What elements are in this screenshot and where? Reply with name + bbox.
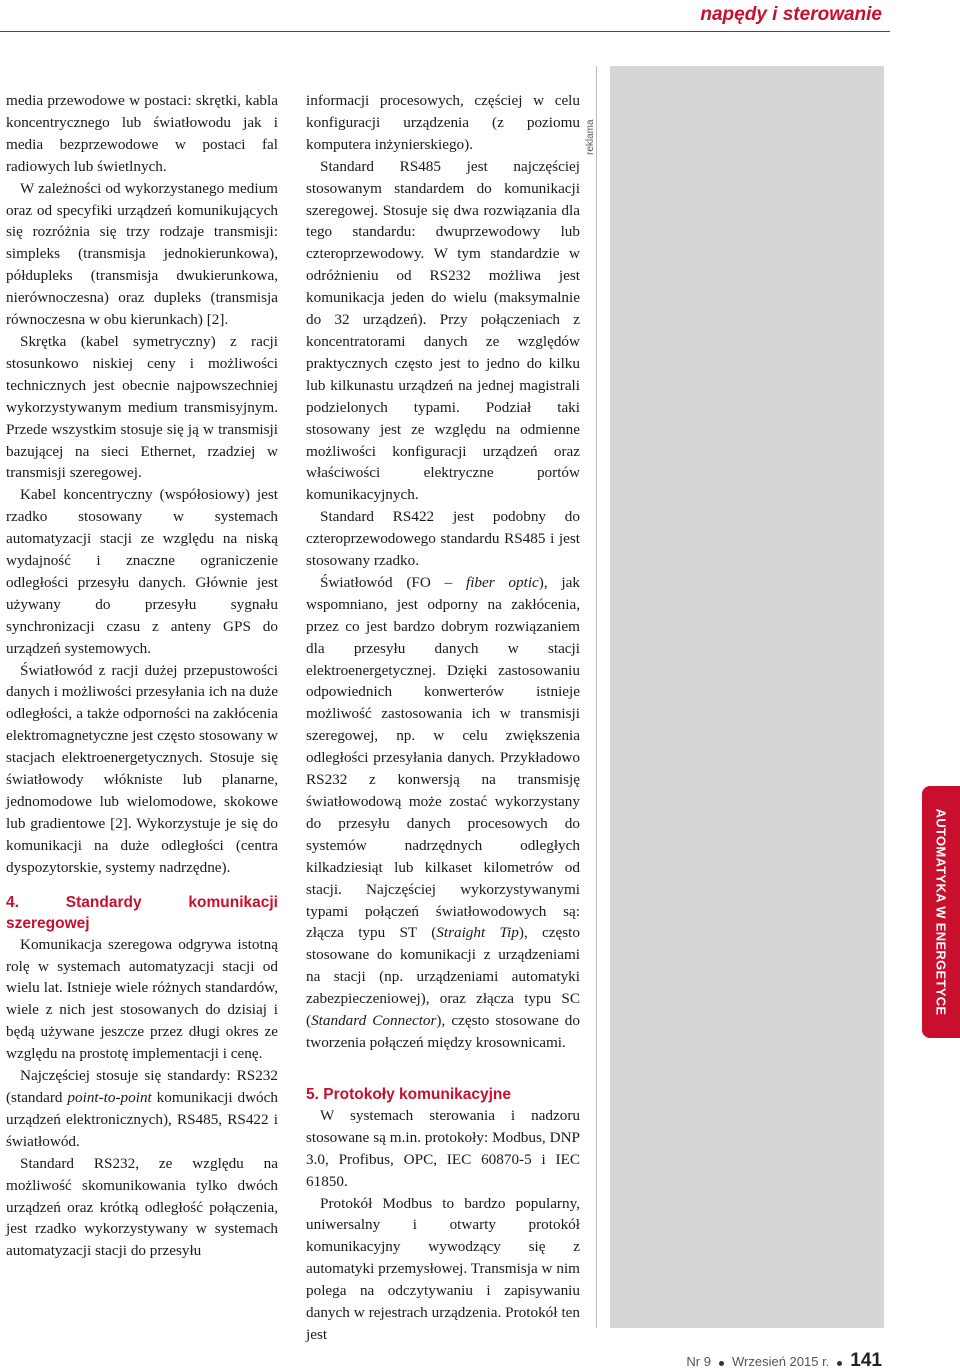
bullet-dot-icon [837, 1361, 842, 1366]
emphasis: Standard Connector [311, 1012, 437, 1030]
section-side-tab [922, 786, 960, 1038]
emphasis: point-to-point [67, 1088, 152, 1106]
side-tab-label: AUTOMATYKA W ENERGETYCE [933, 808, 949, 1016]
bullet-dot-icon [719, 1361, 724, 1366]
header-rule [0, 31, 890, 32]
emphasis: Straight Tip [436, 924, 519, 942]
article-column-left [6, 90, 278, 1262]
article-column-middle [306, 90, 580, 1346]
advertisement-placeholder [610, 66, 884, 1328]
section-title: napędy i sterowanie [700, 4, 882, 25]
issue-date: Wrzesień 2015 r. [731, 1354, 830, 1369]
text-run: ), często stosowane do komunikacji z urządzeniami na stacji (np. urządzeniami automatyki zabezpieczeniowej), oraz złącza typu SC ( [306, 924, 580, 1030]
paragraph [306, 572, 580, 1054]
text-run: komunikacji dwóch urządzeń elektronicznych), RS485, RS422 i światłowód. [6, 1088, 278, 1150]
section-heading-4: 4. Standardy komunikacji szeregowej [6, 893, 278, 932]
text-run: ), często stosowane do tworzenia połączeń między krosownicami. [306, 1012, 580, 1051]
paragraph: Standard RS422 jest podobny do czteroprzewodowego standardu RS485 i jest stosowany rzadko. [306, 508, 580, 570]
text-run: ), jak wspomniano, jest odporny na zakłócenia, przez co jest bardzo dobrym rozwiązaniem dla przesyłu danych w stacji elektroenergetycznej. Dzięki zastosowaniu odpowiednich konwerterów istnieje możliwość zastosowania ich w transmisji szeregowej, np. w celu zwiększenia odległości przesyłania danych. Przykładowo RS232 z konwersją na transmisję światłowodową może zostać wykorzystany do przesyłu danych procesowych do systemów nadrzędnych odległych kilkadziesiąt lub kilkaset kilometrów od stacji. Najczęściej wykorzystywanymi typami połączeń światłowodowych są: złącza typu ST ( [306, 573, 580, 942]
paragraph: W systemach sterowania i nadzoru stosowane są m.in. protokoły: Modbus, DNP 3.0, Profibus, OPC, IEC 60870-5 i IEC 61850. [306, 1106, 580, 1190]
paragraph: Kabel koncentryczny (współosiowy) jest rzadko stosowany w systemach automatyzacji stacji ze względu na niską wydajność i znaczne ograniczenie odległości przesyłu danych. Głównie jest używany do przesyłu sygnału synchronizacji czasu z anteny GPS do urządzeń systemowych. [6, 486, 278, 657]
ad-label: reklama [585, 119, 596, 155]
issue-number: Nr 9 [686, 1354, 711, 1369]
text-run: Światłowód (FO – [320, 573, 466, 591]
paragraph: Standard RS232, ze względu na możliwość skomunikowania tylko dwóch urządzeń oraz krótką odległość połączenia, jest rzadko wykorzystywany w systemach automatyzacji stacji do przesyłu [6, 1154, 278, 1260]
paragraph: Światłowód z racji dużej przepustowości danych i możliwości przesyłania ich na duże odległości, a także odporności na zakłócenia elektromagnetyczne jest często stosowany w stacjach elektroenergetycznych. Stosuje się światłowody włókniste lub planarne, jednomodowe lub wielomodowe, skokowe lub gradientowe [2]. Wykorzystuje je się do komunikacji na duże odległości (centra dyspozytorskie, systemy nadrzędne). [6, 661, 278, 876]
page-number: 141 [850, 1350, 882, 1371]
ad-divider [596, 66, 597, 1328]
section-heading-5: 5. Protokoły komunikacyjne [306, 1085, 512, 1103]
paragraph: Protokół Modbus to bardzo popularny, uniwersalny i otwarty protokół komunikacyjny wywodzący się z automatyki przemysłowej. Transmisja w nim polega na odczytywaniu i zapisywaniu danych w rejestrach urządzenia. Protokół ten jest [306, 1194, 580, 1343]
emphasis: fiber optic [465, 573, 539, 591]
text-run: Najczęściej stosuje się standardy: RS232 (standard [6, 1067, 278, 1106]
paragraph: Komunikacja szeregowa odgrywa istotną rolę w systemach automatyzacji stacji od wielu lat. Istnieje wiele różnych standardów, wiele z nich jest stosowanych do dzisiaj i będą używane jeszcze przez długi okres ze względu na prostotę implementacji i cenę. [6, 935, 278, 1063]
paragraph: Standard RS485 jest najczęściej stosowanym standardem do komunikacji szeregowej. Stosuje się dwa rozwiązania dla tego standardu: dwuprzewodowy lub czteroprzewodowy. W tym standardzie w odróżnieniu od RS232 możliwa jest komunikacja jeden do wielu (maksymalnie do 32 urządzeń). Przy połączeniach z koncentratorami danych ze względów praktycznych często jest to jedno do kilku lub kilkunastu urządzeń na jednej magistrali podzielonych typami. Podział taki stosowany jest ze względu na odmienne możliwości konfiguracji urządzeń oraz właściwości elektryczne portów komunikacyjnych. [306, 157, 580, 504]
paragraph: media przewodowe w postaci: skrętki, kabla koncentrycznego lub światłowodu jak i media bezprzewodowe w postaci fal radiowych lub świetlnych. [6, 92, 278, 175]
page-footer [686, 1350, 882, 1372]
paragraph: W zależności od wykorzystanego medium oraz od specyfiki urządzeń komunikujących się rozróżnia się trzy rodzaje transmisji: simpleks (transmisja jednokierunkowa), półdupleks (transmisja dwukierunkowa, nierównoczesna) oraz dupleks (transmisja równoczesna w obu kierunkach) [2]. [6, 179, 278, 329]
paragraph [6, 1065, 278, 1153]
paragraph: Skrętka (kabel symetryczny) z racji stosunkowo niskiej ceny i możliwości technicznych jest obecnie najpowszechniej wykorzystywanym medium transmisyjnym. Przede wszystkim stosuje się ją w transmisji bazującej na sieci Ethernet, rzadziej w transmisji szeregowej. [6, 332, 278, 482]
paragraph: informacji procesowych, częściej w celu konfiguracji urządzenia (z poziomu komputera inżynierskiego). [306, 92, 580, 153]
